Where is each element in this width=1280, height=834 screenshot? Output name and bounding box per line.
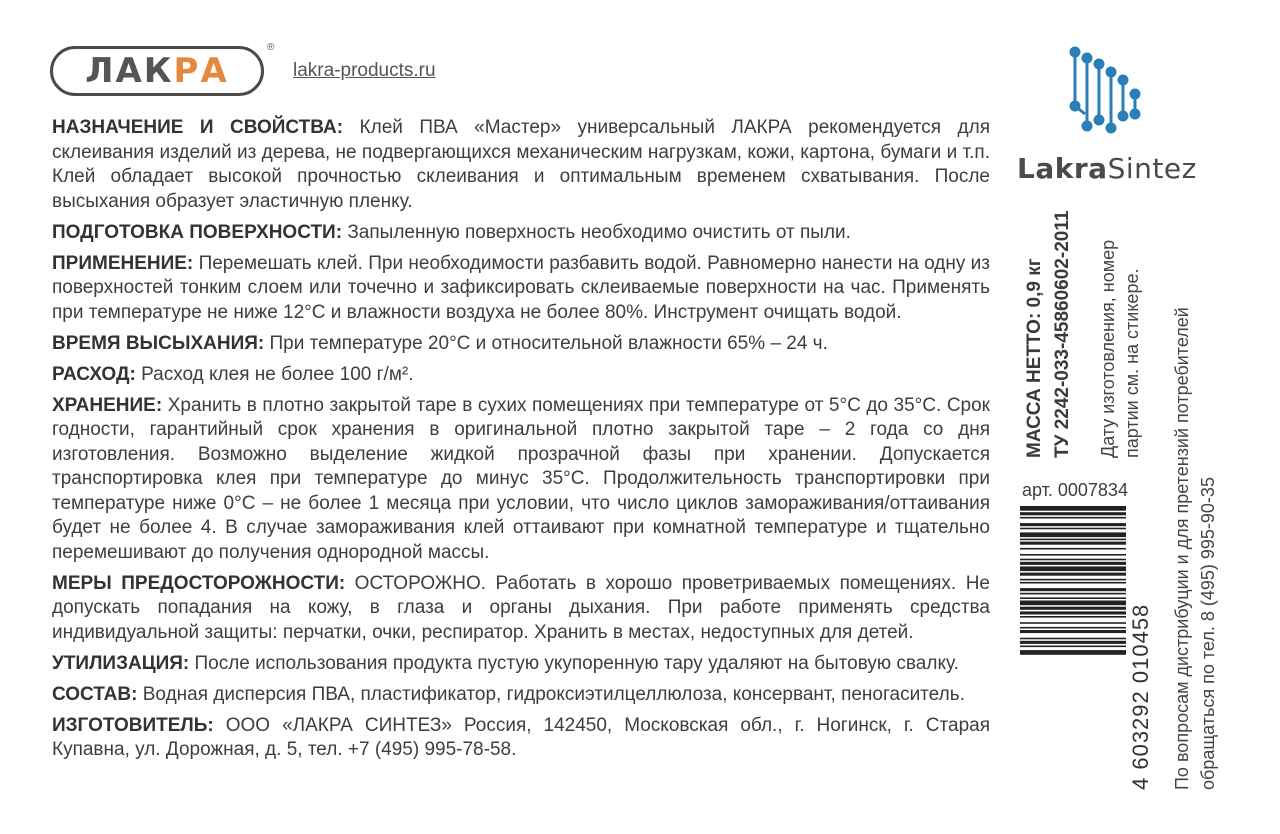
barcode-bar <box>1020 646 1126 648</box>
website-link[interactable]: lakra-products.ru <box>293 60 436 81</box>
barcode-bar <box>1020 554 1126 556</box>
barcode-bar <box>1020 597 1126 599</box>
barcode-bar <box>1020 512 1126 515</box>
barcode-bar <box>1020 611 1126 614</box>
contact-line2: обращаться по тел. 8 (495) 995-90-35 <box>1198 477 1218 790</box>
barcode-bar <box>1020 523 1126 526</box>
section-paragraph <box>52 714 990 763</box>
net-mass: МАССА НЕТТО: 0,9 кг <box>1024 258 1045 458</box>
logo-text-accent: РА <box>173 51 229 91</box>
barcode-bar <box>1020 579 1126 581</box>
section-text: Хранить в плотно закрытой таре в сухих помещениях при температуре от 5°C до 35°C. Срок годности, гарантийный срок хранения в оригинальной плотно закрытой таре – 2 года со дня изготовления. Возможно выделение жидкой прозрачной фазы при хранении. Допускается транспортировка клея при температуре до минус 35°C. Продолжительность транспортировки при температуре ниже 0°C – не более 1 месяца при условии, что число циклов замораживания/оттаивания будет не более 4. В случае замораживания клей оттаивают при комнатной температуре и тщательно перемешивают до получения однородной массы. <box>52 394 990 563</box>
production-date-note-line1: Дату изготовления, номер <box>1098 239 1118 458</box>
logo-text-left: ЛАК <box>85 51 174 91</box>
barcode-bar <box>1020 528 1126 530</box>
section-text: Клей ПВА «Мастер» универсальный ЛАКРА рекомендуется для склеивания изделий из дерева, не подвергающихся механическим нагрузкам, кожи, картона, бумаги и т.п. Клей обладает высокой прочностью склеивания и оптимальным временем схватывания. После высыхания образует эластичную пленку. <box>52 117 990 212</box>
lakra-sintez-molecule-icon <box>1055 44 1155 144</box>
section-text: ООО «ЛАКРА СИНТЕЗ» Россия, 142450, Московская обл., г. Ногинск, г. Старая Купавна, ул. Дорожная, д. 5, тел. +7 (495) 995-78-58. <box>52 714 990 760</box>
section-paragraph <box>52 116 990 214</box>
barcode-bar <box>1020 641 1126 644</box>
wordmark-light: Sintez <box>1107 152 1197 185</box>
barcode-bar <box>1020 601 1126 606</box>
wordmark-bold: Lakra <box>1017 152 1108 185</box>
section-title: ПОДГОТОВКА ПОВЕРХНОСТИ: <box>52 221 343 243</box>
section-title: МЕРЫ ПРЕДОСТОРОЖНОСТИ: <box>52 572 346 594</box>
barcode-bar <box>1020 616 1126 618</box>
article-number: арт. 0007834 <box>1022 480 1128 500</box>
barcode-bar <box>1020 532 1126 537</box>
section-title: ИЗГОТОВИТЕЛЬ: <box>52 714 214 736</box>
barcode-bar <box>1020 559 1126 561</box>
section-title: ХРАНЕНИЕ: <box>52 394 163 416</box>
barcode-bar <box>1020 593 1126 595</box>
section-text: Водная дисперсия ПВА, пластификатор, гидроксиэтилцеллюлоза, консервант, пеногаситель. <box>137 683 965 705</box>
section-title: ПРИМЕНЕНИЕ: <box>52 252 194 274</box>
barcode-bar <box>1020 630 1126 633</box>
section-paragraph <box>52 572 990 646</box>
barcode-bar <box>1020 650 1126 655</box>
section-text: После использования продукта пустую укупоренную тару удаляют на бытовую свалку. <box>189 652 959 674</box>
barcode-bar <box>1020 588 1126 591</box>
section-title: УТИЛИЗАЦИЯ: <box>52 652 190 674</box>
section-text: Запыленную поверхность необходимо очистить от пыли. <box>342 221 851 243</box>
lakra-sintez-wordmark <box>1017 152 1197 185</box>
section-title: НАЗНАЧЕНИЕ И СВОЙСТВА: <box>52 117 344 138</box>
section-title: СОСТАВ: <box>52 683 138 705</box>
barcode-bar <box>1020 638 1126 640</box>
barcode-bar <box>1020 573 1126 576</box>
section-paragraph <box>52 394 990 566</box>
section-text: Перемешать клей. При необходимости разбавить водой. Равномерно нанести на одну из поверхностей тонким слоем или точечно и зафиксировать склеиваемые поверхности на час. Применять при температуре не ниже 12°C и влажности воздуха не более 80%. Инструмент очищать водой. <box>52 252 990 323</box>
section-paragraph <box>52 683 990 708</box>
section-title: РАСХОД: <box>52 363 136 385</box>
section-paragraph <box>52 252 990 326</box>
barcode-bar <box>1020 582 1126 584</box>
barcode-bar <box>1020 539 1126 541</box>
tu-standard: ТУ 2242-033-45860602-2011 <box>1052 210 1073 458</box>
section-paragraph <box>52 332 990 357</box>
section-text: При температуре 20°C и относительной влажности 65% – 24 ч. <box>264 332 828 354</box>
barcode-bar <box>1020 607 1126 610</box>
label-text-body <box>52 116 990 769</box>
section-text: ОСТОРОЖНО. Работать в хорошо проветриваемых помещениях. Не допускать попадания на кожу, в глаза и органы дыхания. При работе применять средства индивидуальной защиты: перчатки, очки, респиратор. Хранить в местах, недоступных для детей. <box>52 572 990 643</box>
section-paragraph <box>52 652 990 677</box>
lakra-logo <box>50 46 264 96</box>
section-text: Расход клея не более 100 г/м². <box>135 363 414 385</box>
barcode-bar <box>1020 506 1126 511</box>
production-date-note-line2: партии см. на стикере. <box>1122 268 1142 458</box>
barcode-bar <box>1020 548 1126 550</box>
barcode-bar <box>1020 566 1126 571</box>
section-title: ВРЕМЯ ВЫСЫХАНИЯ: <box>52 332 265 354</box>
barcode-bar <box>1020 517 1126 519</box>
barcode-bar <box>1020 542 1126 545</box>
barcode-digits: 4 603292 010458 <box>1128 603 1153 790</box>
barcode-bar <box>1020 627 1126 629</box>
barcode-bar <box>1020 562 1126 565</box>
section-paragraph <box>52 363 990 388</box>
section-paragraph <box>52 221 990 246</box>
barcode-bar <box>1020 622 1126 624</box>
registered-mark: ® <box>267 42 275 53</box>
contact-line1: По вопросам дистрибуции и для претензий потребителей <box>1172 307 1192 790</box>
